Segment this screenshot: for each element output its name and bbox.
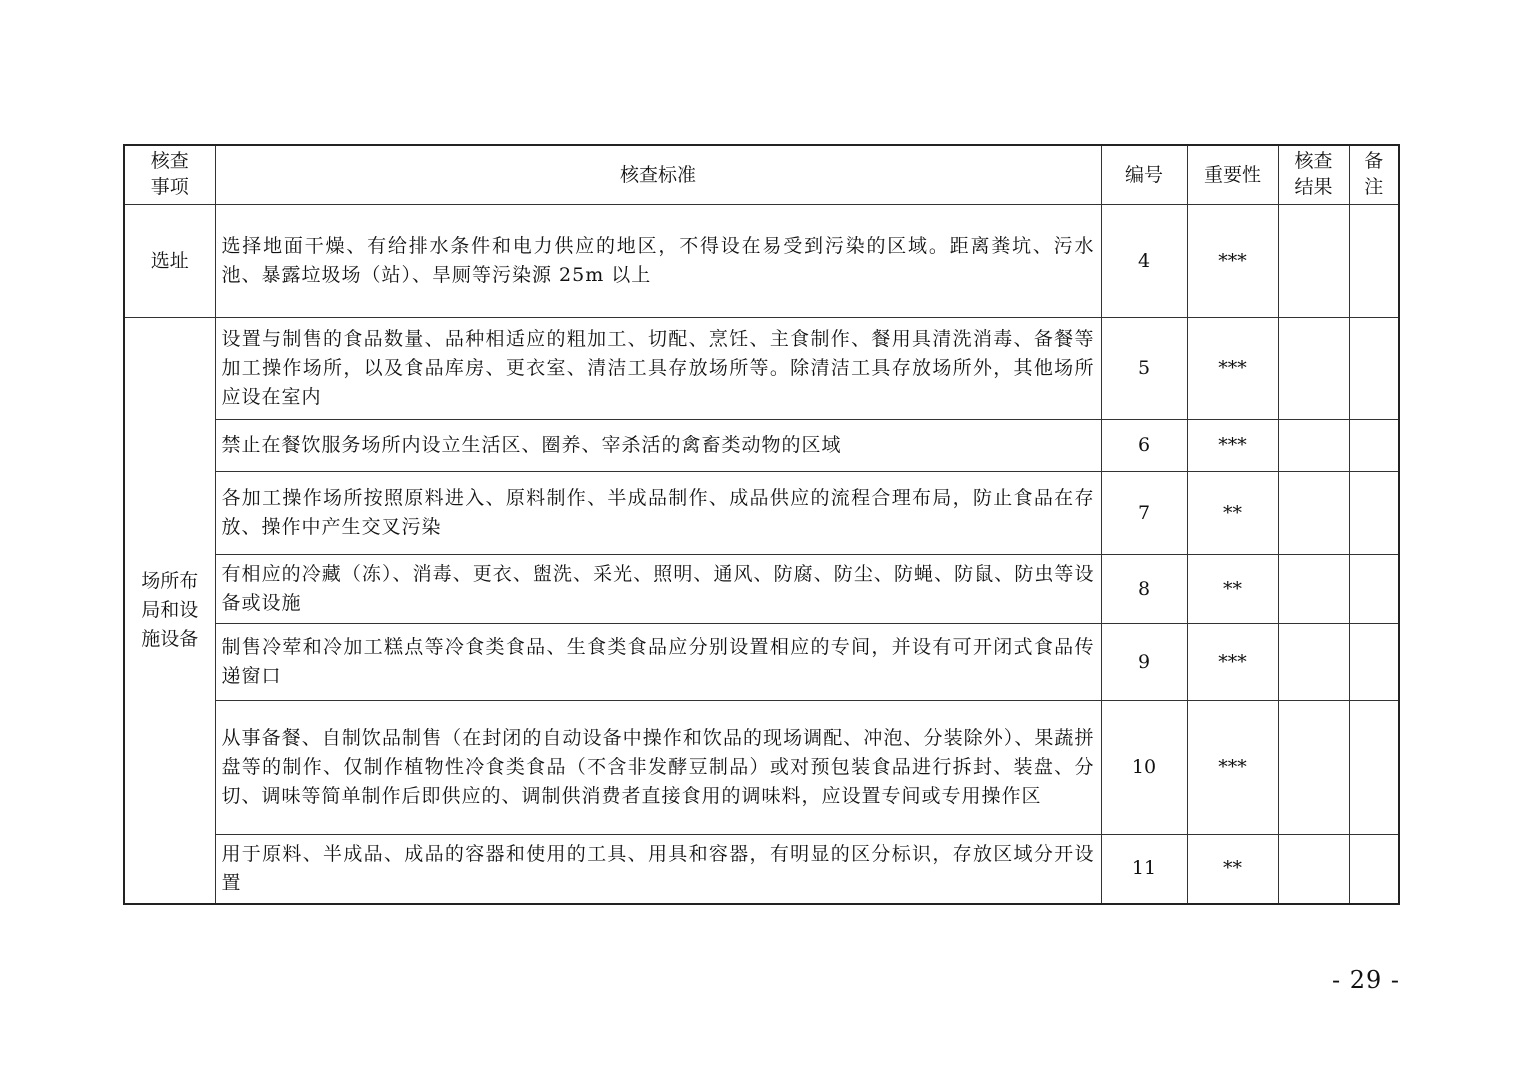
remark-cell xyxy=(1349,205,1399,318)
header-row xyxy=(124,145,1399,205)
standard-cell: 制售冷荤和冷加工糕点等冷食类食品、生食类食品应分别设置相应的专间，并设有可开闭式食品传递窗口 xyxy=(215,624,1101,701)
number-cell: 8 xyxy=(1101,555,1187,624)
standard-cell: 选择地面干燥、有给排水条件和电力供应的地区，不得设在易受到污染的区域。距离粪坑、污水池、暴露垃圾场（站）、旱厕等污染源 25m 以上 xyxy=(215,205,1101,318)
number-cell: 11 xyxy=(1101,835,1187,904)
standard-cell: 从事备餐、自制饮品制售（在封闭的自动设备中操作和饮品的现场调配、冲泡、分装除外）、果蔬拼盘等的制作、仅制作植物性冷食类食品（不含非发酵豆制品）或对预包装食品进行拆封、装盘、分切、调味等简单制作后即供应的、调制供消费者直接食用的调味料，应设置专间或专用操作区 xyxy=(215,701,1101,835)
remark-cell xyxy=(1349,420,1399,472)
result-cell xyxy=(1278,835,1349,904)
remark-cell xyxy=(1349,318,1399,420)
number-cell: 4 xyxy=(1101,205,1187,318)
remark-cell xyxy=(1349,701,1399,835)
result-cell xyxy=(1278,420,1349,472)
result-cell xyxy=(1278,472,1349,555)
header-item: 核查事项 xyxy=(124,145,215,205)
table-row xyxy=(124,420,1399,472)
importance-cell: ** xyxy=(1187,555,1278,624)
result-cell xyxy=(1278,701,1349,835)
table-row xyxy=(124,205,1399,318)
header-standard: 核查标准 xyxy=(215,145,1101,205)
table-row xyxy=(124,701,1399,835)
table-row xyxy=(124,472,1399,555)
importance-cell: *** xyxy=(1187,624,1278,701)
table-row xyxy=(124,624,1399,701)
importance-cell: *** xyxy=(1187,318,1278,420)
category-cell: 场所布局和设施设备 xyxy=(124,318,215,904)
number-cell: 6 xyxy=(1101,420,1187,472)
inspection-table xyxy=(123,144,1400,905)
header-remark: 备注 xyxy=(1349,145,1399,205)
result-cell xyxy=(1278,555,1349,624)
standard-cell: 有相应的冷藏（冻）、消毒、更衣、盥洗、采光、照明、通风、防腐、防尘、防蝇、防鼠、防虫等设备或设施 xyxy=(215,555,1101,624)
number-cell: 10 xyxy=(1101,701,1187,835)
standard-cell: 用于原料、半成品、成品的容器和使用的工具、用具和容器，有明显的区分标识，存放区域分开设置 xyxy=(215,835,1101,904)
page-number: - 29 - xyxy=(1331,966,1400,994)
category-cell: 选址 xyxy=(124,205,215,318)
importance-cell: *** xyxy=(1187,205,1278,318)
remark-cell xyxy=(1349,624,1399,701)
header-result: 核查结果 xyxy=(1278,145,1349,205)
remark-cell xyxy=(1349,472,1399,555)
table-row xyxy=(124,318,1399,420)
standard-cell: 设置与制售的食品数量、品种相适应的粗加工、切配、烹饪、主食制作、餐用具清洗消毒、备餐等加工操作场所，以及食品库房、更衣室、清洁工具存放场所等。除清洁工具存放场所外，其他场所应设在室内 xyxy=(215,318,1101,420)
importance-cell: *** xyxy=(1187,701,1278,835)
table-row xyxy=(124,835,1399,904)
result-cell xyxy=(1278,205,1349,318)
remark-cell xyxy=(1349,835,1399,904)
header-importance: 重要性 xyxy=(1187,145,1278,205)
standard-cell: 禁止在餐饮服务场所内设立生活区、圈养、宰杀活的禽畜类动物的区域 xyxy=(215,420,1101,472)
result-cell xyxy=(1278,318,1349,420)
importance-cell: *** xyxy=(1187,420,1278,472)
table-row xyxy=(124,555,1399,624)
importance-cell: ** xyxy=(1187,472,1278,555)
number-cell: 7 xyxy=(1101,472,1187,555)
importance-cell: ** xyxy=(1187,835,1278,904)
standard-cell: 各加工操作场所按照原料进入、原料制作、半成品制作、成品供应的流程合理布局，防止食品在存放、操作中产生交叉污染 xyxy=(215,472,1101,555)
number-cell: 5 xyxy=(1101,318,1187,420)
header-number: 编号 xyxy=(1101,145,1187,205)
number-cell: 9 xyxy=(1101,624,1187,701)
result-cell xyxy=(1278,624,1349,701)
remark-cell xyxy=(1349,555,1399,624)
